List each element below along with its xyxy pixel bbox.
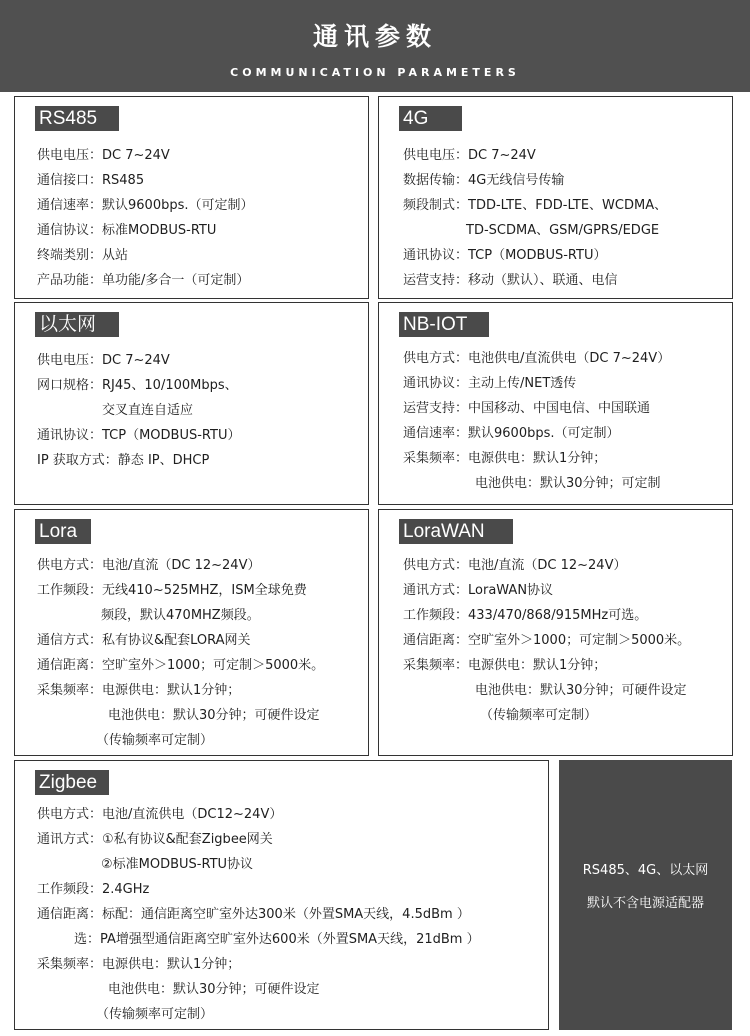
rs485-card [14, 96, 369, 299]
spec-line: 通信方式：私有协议&配套LORA网关 [37, 633, 251, 648]
spec-line: 数据传输：4G无线信号传输 [403, 173, 565, 188]
spec-line: 供电方式：电池/直流供电（DC12~24V） [37, 807, 283, 822]
spec-line: （传输频率可定制） [480, 708, 598, 723]
4g-card [378, 96, 733, 299]
spec-line: 选：PA增强型通信距离空旷室外达600米（外置SMA天线，21dBm ） [74, 932, 480, 947]
page-subtitle: COMMUNICATION PARAMETERS [230, 66, 520, 79]
spec-line: （传输频率可定制） [96, 733, 214, 748]
spec-line: IP 获取方式：静态 IP、DHCP [37, 453, 210, 468]
lorawan-card [378, 509, 733, 756]
spec-line: 供电方式：电池/直流（DC 12~24V） [403, 558, 627, 573]
spec-line: 供电方式：电池供电/直流供电（DC 7~24V） [403, 351, 671, 366]
spec-line: 采集频率：电源供电：默认1分钟； [403, 451, 607, 466]
spec-line: 工作频段：无线410~525MHZ，ISM全球免费 [37, 583, 307, 598]
spec-line: TD-SCDMA、GSM/GPRS/EDGE [466, 223, 660, 238]
lorawan-tag: LoraWAN [399, 519, 513, 544]
spec-line: 通讯协议：TCP（MODBUS-RTU） [403, 248, 607, 263]
4g-tag: 4G [399, 106, 462, 131]
spec-line: 交叉直连自适应 [102, 403, 194, 418]
spec-line: 采集频率：电源供电：默认1分钟； [403, 658, 607, 673]
spec-line: 终端类别：从站 [37, 248, 129, 263]
spec-line: 通信距离：标配：通信距离空旷室外达300米（外置SMA天线，4.5dBm ） [37, 907, 470, 922]
spec-line: 通信速率：默认9600bps.（可定制） [403, 426, 620, 441]
rs485-tag: RS485 [35, 106, 119, 131]
spec-line: 采集频率：电源供电：默认1分钟； [37, 683, 241, 698]
spec-line: 运营支持：移动（默认）、联通、电信 [403, 273, 618, 288]
spec-line: 通信协议：标准MODBUS-RTU [37, 223, 217, 238]
ethernet-card [14, 302, 369, 505]
spec-line: 频段，默认470MHZ频段。 [101, 608, 260, 623]
spec-line: 通信速率：默认9600bps.（可定制） [37, 198, 254, 213]
lora-card [14, 509, 369, 756]
spec-line: 通信距离：空旷室外＞1000；可定制＞5000米。 [37, 658, 325, 673]
spec-line: 采集频率：电源供电：默认1分钟； [37, 957, 241, 972]
header-banner [0, 0, 750, 92]
spec-line: 通讯协议：主动上传/NET透传 [403, 376, 577, 391]
spec-line: 供电电压：DC 7~24V [37, 148, 170, 163]
spec-line: ②标准MODBUS-RTU协议 [101, 857, 254, 872]
zigbee-card [14, 760, 549, 1030]
zigbee-tag: Zigbee [35, 770, 109, 795]
spec-line: （传输频率可定制） [96, 1007, 214, 1022]
spec-line: 产品功能：单功能/多合一（可定制） [37, 273, 250, 288]
spec-line: 通讯方式：①私有协议&配套Zigbee网关 [37, 832, 273, 847]
ethernet-tag: 以太网 [35, 312, 119, 337]
spec-line: 工作频段：2.4GHz [37, 882, 150, 897]
spec-line: 通信接口：RS485 [37, 173, 145, 188]
spec-line: 电池供电：默认30分钟；可硬件设定 [475, 683, 687, 698]
page-title: 通讯参数 [312, 22, 437, 51]
spec-line: 运营支持：中国移动、中国电信、中国联通 [403, 401, 651, 416]
spec-line: 通信距离：空旷室外＞1000；可定制＞5000米。 [403, 633, 691, 648]
power-adapter-note [559, 760, 732, 1030]
spec-line: 工作频段：433/470/868/915MHz可选。 [403, 608, 648, 623]
spec-line: 频段制式：TDD-LTE、FDD-LTE、WCDMA、 [403, 198, 668, 213]
spec-line: 供电电压：DC 7~24V [37, 353, 170, 368]
nbiot-card [378, 302, 733, 505]
spec-line: 供电电压：DC 7~24V [403, 148, 536, 163]
note-line-2: 默认不含电源适配器 [586, 896, 704, 911]
spec-line: 电池供电：默认30分钟；可硬件设定 [108, 708, 320, 723]
spec-line: 电池供电：默认30分钟；可硬件设定 [108, 982, 320, 997]
lora-tag: Lora [35, 519, 91, 544]
nbiot-tag: NB-IOT [399, 312, 489, 337]
spec-line: 通讯协议：TCP（MODBUS-RTU） [37, 428, 241, 443]
spec-line: 通讯方式：LoraWAN协议 [403, 583, 554, 598]
spec-line: 供电方式：电池/直流（DC 12~24V） [37, 558, 261, 573]
spec-line: 网口规格：RJ45、10/100Mbps、 [37, 378, 238, 393]
note-line-1: RS485、4G、以太网 [582, 863, 709, 878]
spec-line: 电池供电：默认30分钟；可定制 [475, 476, 661, 491]
